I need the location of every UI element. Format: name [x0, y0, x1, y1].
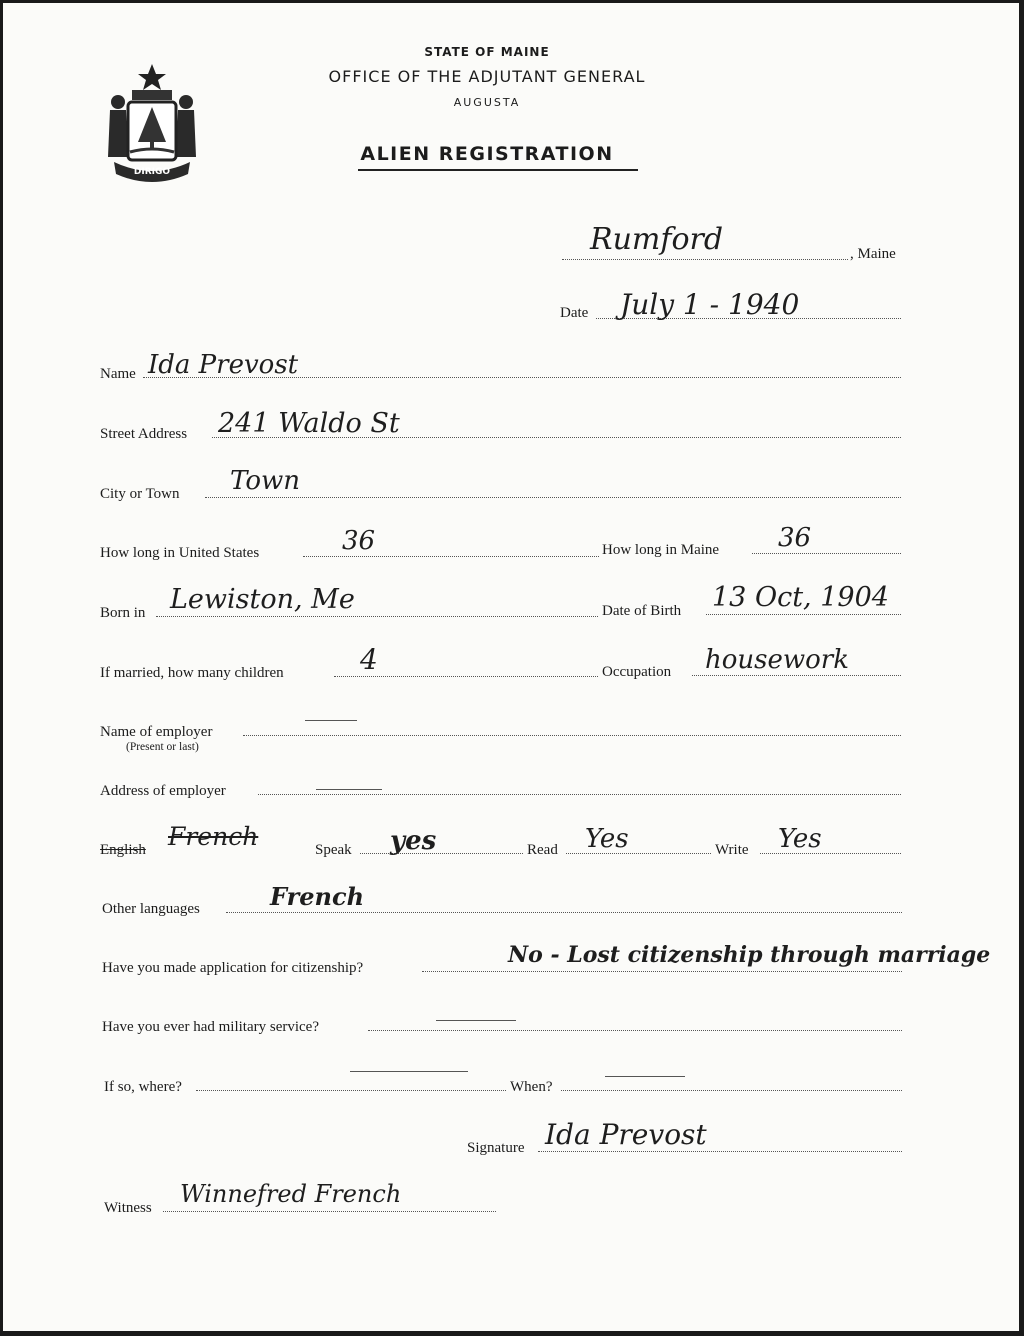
maine-years-label: How long in Maine: [602, 542, 720, 558]
dob-line: [706, 614, 901, 615]
other-languages-entry: French: [270, 882, 365, 911]
place-suffix: , Maine: [850, 246, 896, 262]
name-entry: Ida Prevost: [148, 350, 299, 380]
office-heading: OFFICE OF THE ADJUTANT GENERAL: [328, 67, 646, 86]
other-languages-line: [226, 912, 902, 913]
dob-label: Date of Birth: [602, 603, 682, 619]
occupation-entry: housework: [705, 645, 849, 675]
signature-label: Signature: [467, 1140, 525, 1156]
form-title: ALIEN REGISTRATION: [360, 143, 614, 165]
speak-entry: yes: [390, 826, 437, 856]
occupation-line: [692, 675, 901, 676]
military-label: Have you ever had military service?: [102, 1019, 319, 1035]
children-entry: 4: [360, 643, 378, 676]
born-label: Born in: [100, 605, 146, 621]
speak-label: Speak: [315, 842, 352, 858]
when-label: When?: [510, 1079, 553, 1095]
place-line: [562, 259, 848, 260]
date-label: Date: [560, 305, 589, 321]
when-line: [561, 1090, 902, 1091]
place-entry: Rumford: [590, 222, 724, 257]
employer-dash: [305, 720, 357, 721]
maine-years-line: [752, 553, 901, 554]
maine-years-entry: 36: [778, 523, 812, 553]
write-label: Write: [715, 842, 749, 858]
employer-address-line: [258, 794, 901, 795]
witness-line: [163, 1211, 496, 1212]
born-entry: Lewiston, Me: [170, 584, 355, 615]
speak-line: [360, 853, 523, 854]
signature-entry: Ida Prevost: [545, 1118, 707, 1151]
other-languages-label: Other languages: [102, 901, 200, 917]
us-years-entry: 36: [342, 526, 376, 556]
children-line: [334, 676, 598, 677]
language-written-entry: French: [168, 822, 259, 851]
employer-line: [243, 735, 901, 736]
street-label: Street Address: [100, 426, 188, 442]
write-entry: Yes: [778, 824, 822, 854]
seal-text: DIRIGO: [133, 167, 171, 177]
city-line: [205, 497, 901, 498]
read-entry: Yes: [585, 824, 629, 854]
employer-address-label: Address of employer: [100, 783, 226, 799]
citizenship-label: Have you made application for citizenship?: [102, 960, 364, 976]
title-underline: [358, 169, 638, 171]
citizenship-line: [422, 971, 902, 972]
military-line: [368, 1030, 902, 1031]
children-label: If married, how many children: [100, 665, 284, 681]
name-label: Name: [100, 366, 136, 382]
born-line: [156, 616, 598, 617]
read-label: Read: [527, 842, 558, 858]
us-years-label: How long in United States: [100, 545, 260, 561]
witness-label: Witness: [104, 1200, 152, 1216]
street-entry: 241 Waldo St: [218, 408, 400, 439]
employer-address-dash: [316, 789, 382, 790]
where-line: [196, 1090, 506, 1091]
state-heading: STATE OF MAINE: [424, 45, 550, 59]
where-dash: [350, 1071, 468, 1072]
witness-entry: Winnefred French: [180, 1180, 402, 1208]
citizenship-entry: No - Lost citizenship through marriage: [508, 942, 991, 968]
occupation-label: Occupation: [602, 664, 672, 680]
city-label: City or Town: [100, 486, 180, 502]
where-label: If so, where?: [104, 1079, 182, 1095]
dob-entry: 13 Oct, 1904: [712, 582, 889, 613]
employer-label: Name of employer: [100, 724, 213, 740]
city-entry: Town: [230, 466, 300, 496]
date-entry: July 1 - 1940: [620, 288, 800, 321]
english-label: English: [100, 842, 146, 858]
when-dash: [605, 1076, 685, 1077]
signature-line: [538, 1151, 902, 1152]
us-years-line: [303, 556, 599, 557]
city-heading: AUGUSTA: [453, 96, 521, 109]
employer-sublabel: (Present or last): [126, 741, 199, 753]
military-dash: [436, 1020, 516, 1021]
